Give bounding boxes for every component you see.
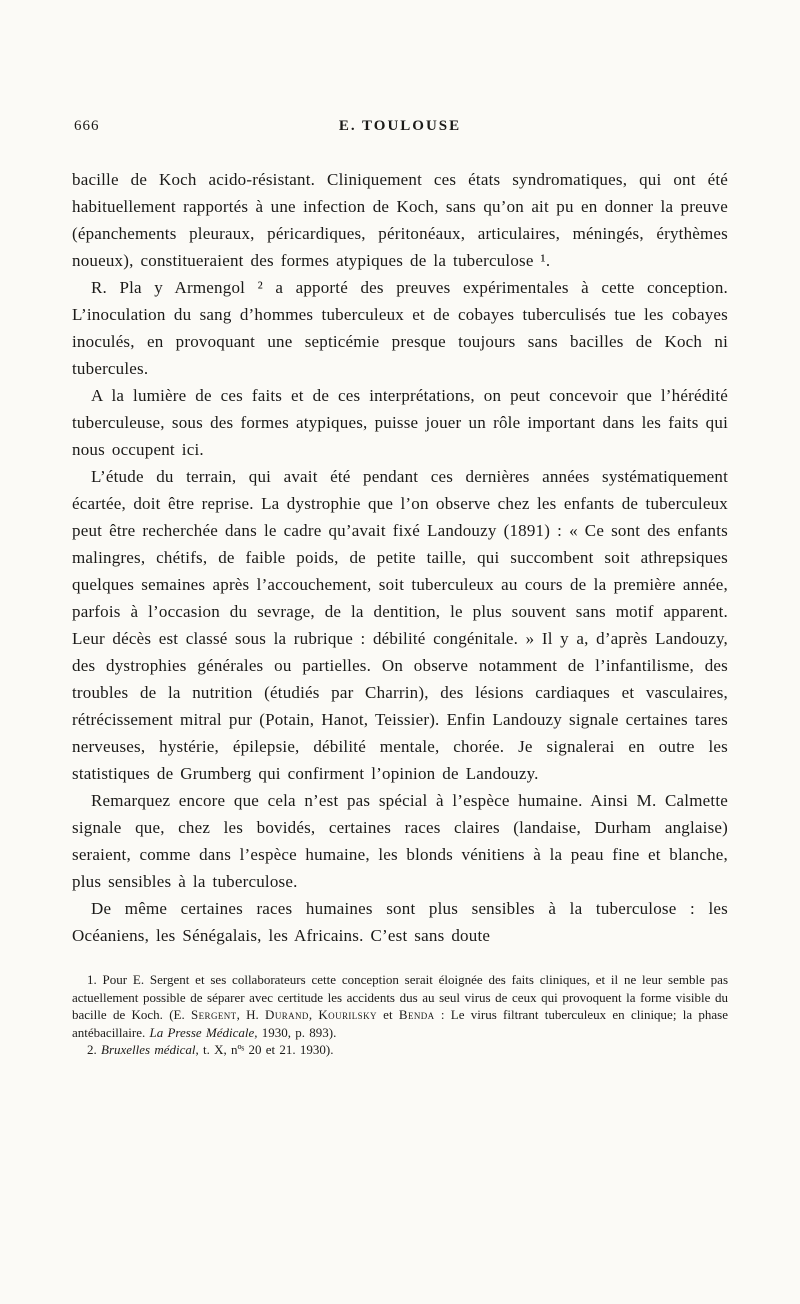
footnote-text: , 1930, p. 893). bbox=[254, 1024, 337, 1040]
author-name: Benda bbox=[398, 1007, 435, 1022]
page-number: 666 bbox=[74, 118, 100, 134]
footnote-text: 2. bbox=[87, 1042, 101, 1057]
paragraph: Remarquez encore que cela n’est pas spécial à l’espèce humaine. Ainsi M. Calmette signale que, chez les bovidés, certaines races claires (landaise, Durham anglaise) seraient, comme dans l’espèce humaine, les blonds vénitiens à la peau fine et blanche, plus sensibles à la tuberculose. bbox=[72, 791, 728, 891]
journal-title: La Presse Médicale bbox=[149, 1024, 255, 1040]
footnotes-section bbox=[72, 971, 728, 1059]
paragraph: L’étude du terrain, qui avait été pendant ces dernières années systématiquement écartée, doit être reprise. La dystrophie que l’on observe chez les enfants de tuberculeux peut être recherchée dans le cadre qu’avait fixé Landouzy (1891) : « Ce sont des enfants malingres, chétifs, de faible poids, de petite taille, qui succombent soit athrepsiques quelques semaines après l’accouchement, soit tuberculeux au cours de la première année, parfois à l’occasion du sevrage, de la dentition, le plus souvent sans motif apparent. Leur décès est classé sous la rubrique : débilité congénitale. » Il y a, d’après Landouzy, des dystrophies générales ou partielles. On observe notamment de l’infantilisme, des troubles de la nutrition (étudiés par Charrin), des lésions cardiaques et vasculaires, rétrécissement mitral pur (Potain, Hanot, Teissier). Enfin Landouzy signale certaines tares nerveuses, hystérie, épilepsie, débilité mentale, chorée. Je signalerai en outre les statistiques de Grumberg qui confirment l’opinion de Landouzy. bbox=[72, 467, 728, 783]
footnote-text: , t. X, nºˢ 20 et 21. 1930). bbox=[195, 1042, 334, 1057]
footnote-text: : Le virus filtrant tuberculeux en clinique; la phase antébacillaire. bbox=[72, 1007, 729, 1040]
footnote-text: , H. bbox=[236, 1007, 266, 1022]
footnote-text: 1. Pour E. Sergent et ses collaborateurs cette conception serait éloignée des faits cliniques, et il ne leur semble pas actuellement possible de séparer avec certitude les accidents dus au seul virus de ceux qui provoquent la forme visible du bacille de Koch. (E. bbox=[72, 972, 728, 1022]
journal-title: Bruxelles médical bbox=[101, 1042, 196, 1057]
body-text bbox=[72, 166, 728, 949]
running-title: E. TOULOUSE bbox=[338, 118, 462, 134]
paragraph: A la lumière de ces faits et de ces interprétations, on peut concevoir que l’hérédité tuberculeuse, sous des formes atypiques, puisse jouer un rôle important dans les faits qui nous occupent ici. bbox=[72, 386, 728, 459]
footnote-text: , bbox=[308, 1007, 319, 1022]
footnote-2 bbox=[72, 1041, 728, 1059]
paragraph: bacille de Koch acido-résistant. Cliniquement ces états syndromatiques, qui ont été habituellement rapportés à une infection de Koch, sans qu’on ait pu en donner la preuve (épanchements pleuraux, péricardiques, péritonéaux, articulaires, méningés, érythèmes noueux), constitueraient des formes atypiques de la tuberculose ¹. bbox=[72, 170, 728, 270]
author-name: Kourilsky bbox=[318, 1007, 377, 1022]
paragraph: De même certaines races humaines sont plus sensibles à la tuberculose : les Océaniens, les Sénégalais, les Africains. C’est sans doute bbox=[72, 899, 728, 945]
author-name: Durand bbox=[265, 1007, 309, 1022]
running-header bbox=[72, 118, 728, 140]
paragraph: R. Pla y Armengol ² a apporté des preuves expérimentales à cette conception. L’inoculation du sang d’hommes tuberculeux et de cobayes tuberculisés tue les cobayes inoculés, en provoquant une septicémie presque toujours sans bacilles de Koch ni tubercules. bbox=[72, 278, 728, 378]
footnote-1 bbox=[72, 971, 728, 1041]
footnote-text: et bbox=[376, 1007, 399, 1022]
author-name: Sergent bbox=[191, 1007, 237, 1022]
